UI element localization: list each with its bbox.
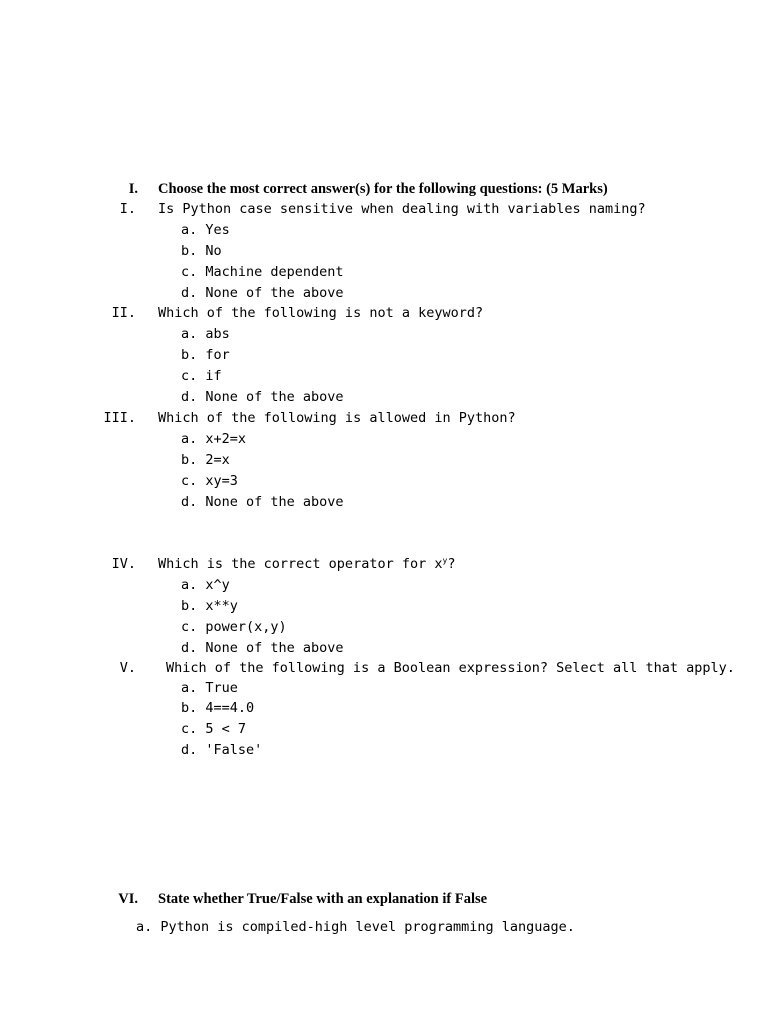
- answer-option: b. x**y: [181, 598, 238, 614]
- answer-option: d. None of the above: [181, 389, 344, 405]
- true-false-statement: a. Python is compiled-high level programming language.: [136, 919, 575, 935]
- question-text-main: Which is the correct operator for x: [158, 556, 443, 572]
- answer-option: a. Yes: [181, 222, 230, 238]
- answer-option: d. None of the above: [181, 285, 344, 301]
- question-text: Which of the following is allowed in Python?: [158, 410, 516, 426]
- answer-option: c. if: [181, 368, 222, 384]
- answer-option: c. Machine dependent: [181, 264, 344, 280]
- superscript-exponent: y: [442, 556, 448, 565]
- question-text: Which of the following is not a keyword?: [158, 305, 484, 321]
- answer-option: c. xy=3: [181, 473, 238, 489]
- question-number: IV.: [111, 556, 136, 572]
- answer-option: a. abs: [181, 326, 230, 342]
- answer-option: b. 2=x: [181, 452, 230, 468]
- question-number: III.: [103, 410, 136, 426]
- question-text-end: ?: [447, 556, 456, 572]
- question-text: Is Python case sensitive when dealing with variables naming?: [158, 201, 646, 217]
- answer-option: b. No: [181, 243, 222, 259]
- answer-option: d. 'False': [181, 742, 263, 758]
- answer-option: c. 5 < 7: [181, 721, 247, 737]
- question-number: I.: [119, 201, 136, 217]
- answer-option: b. 4==4.0: [181, 700, 255, 716]
- section-number: VI.: [118, 891, 138, 907]
- section-heading: State whether True/False with an explanation if False: [158, 891, 488, 907]
- answer-option: a. True: [181, 680, 238, 696]
- answer-option: c. power(x,y): [181, 619, 287, 635]
- section-number: I.: [128, 181, 138, 197]
- answer-option: d. None of the above: [181, 494, 344, 510]
- answer-option: a. x^y: [181, 577, 230, 593]
- question-number: V.: [119, 660, 136, 676]
- question-number: II.: [111, 305, 136, 321]
- question-text: Which of the following is a Boolean expression? Select all that apply.: [166, 660, 735, 676]
- answer-option: d. None of the above: [181, 640, 344, 656]
- question-text: [158, 554, 455, 574]
- answer-option: b. for: [181, 347, 230, 363]
- answer-option: a. x+2=x: [181, 431, 247, 447]
- section-heading: Choose the most correct answer(s) for the following questions: (5 Marks): [158, 181, 608, 197]
